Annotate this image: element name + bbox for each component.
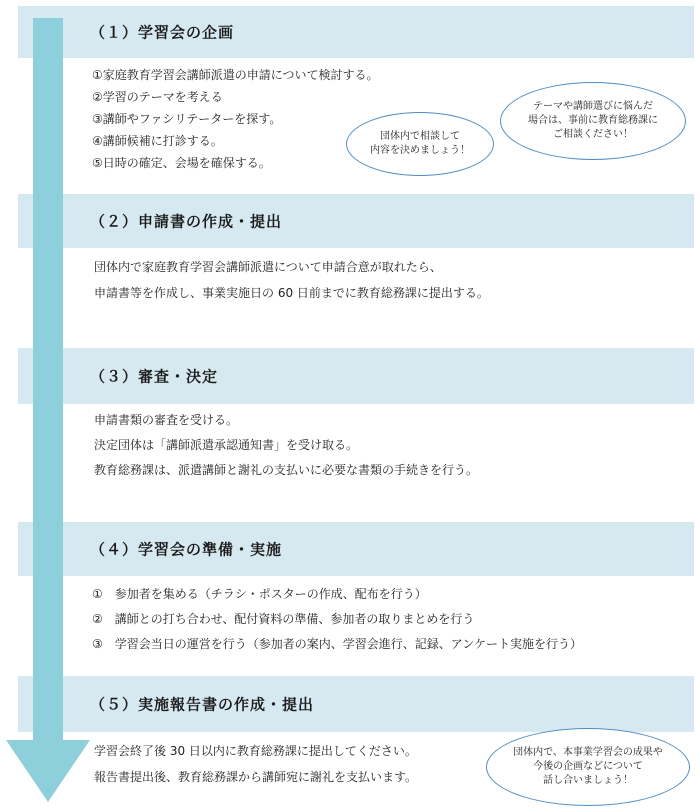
step-1-line: ③講師やファシリテーターを探す。 xyxy=(92,112,282,126)
step-3-line: 決定団体は「講師派遣承認通知書」を受け取る。 xyxy=(94,438,359,452)
step-2-body xyxy=(94,254,489,306)
step-1-line: ①家庭教育学習会講師派遣の申請について検討する。 xyxy=(92,68,379,82)
step-2-line: 申請書等を作成し、事業実施日の 60 日前までに教育総務課に提出する。 xyxy=(94,286,489,300)
note-consult-ellipse xyxy=(500,82,686,160)
step-4-title: （４）学習会の準備・実施 xyxy=(90,540,283,559)
note-review-ellipse xyxy=(486,728,690,806)
step-2-title: （２）申請書の作成・提出 xyxy=(90,212,283,231)
step-4-body xyxy=(92,582,582,657)
step-2-line: 団体内で家庭教育学習会講師派遣について申請合意が取れたら、 xyxy=(94,260,442,274)
step-3-title: （３）審査・決定 xyxy=(90,367,219,386)
step-5-line: 学習会終了後 30 日以内に教育総務課に提出してください。 xyxy=(94,744,417,758)
step-1-line: ④講師候補に打診する。 xyxy=(92,134,223,148)
step-1-line: ②学習のテーマを考える xyxy=(92,90,223,104)
note-discuss-line: 団体内で相談して xyxy=(380,131,460,142)
step-5-line: 報告書提出後、教育総務課から講師宛に謝礼を支払います。 xyxy=(94,770,418,784)
note-review-line: 話し合いましょう！ xyxy=(543,775,633,786)
step-3-line: 教育総務課は、派遣講師と謝礼の支払いに必要な書類の手続きを行う。 xyxy=(94,463,479,477)
step-4-line: ③ 学習会当日の運営を行う（参加者の案内、学習会進行、記録、アンケート実施を行う） xyxy=(92,637,583,651)
note-review-line: 団体内で、本事業学習会の成果や xyxy=(513,747,663,758)
step-1-title: （１）学習会の企画 xyxy=(90,23,235,42)
step-3-line: 申請書類の審査を受ける。 xyxy=(94,413,239,427)
step-1-body xyxy=(92,64,379,174)
step-1-line: ⑤日時の確定、会場を確保する。 xyxy=(92,156,271,170)
flow-arrow-shape xyxy=(6,18,90,802)
note-discuss-line: 内容を決めましょう！ xyxy=(370,145,470,156)
step-4-line: ② 講師との打ち合わせ、配付資料の準備、参加者の取りまとめを行う xyxy=(92,612,475,626)
step-5-body xyxy=(94,738,417,790)
note-consult-line: ご相談ください！ xyxy=(553,129,633,140)
note-consult-line: 場合は、事前に教育総務課に xyxy=(528,115,658,126)
step-4-line: ① 参加者を集める（チラシ・ポスターの作成、配布を行う） xyxy=(92,587,427,601)
note-discuss-ellipse xyxy=(346,112,494,176)
note-review-line: 今後の企画などについて xyxy=(533,761,643,772)
step-3-body xyxy=(94,408,478,483)
step-5-title: （５）実施報告書の作成・提出 xyxy=(90,695,315,714)
note-consult-line: テーマや講師選びに悩んだ xyxy=(533,101,653,112)
